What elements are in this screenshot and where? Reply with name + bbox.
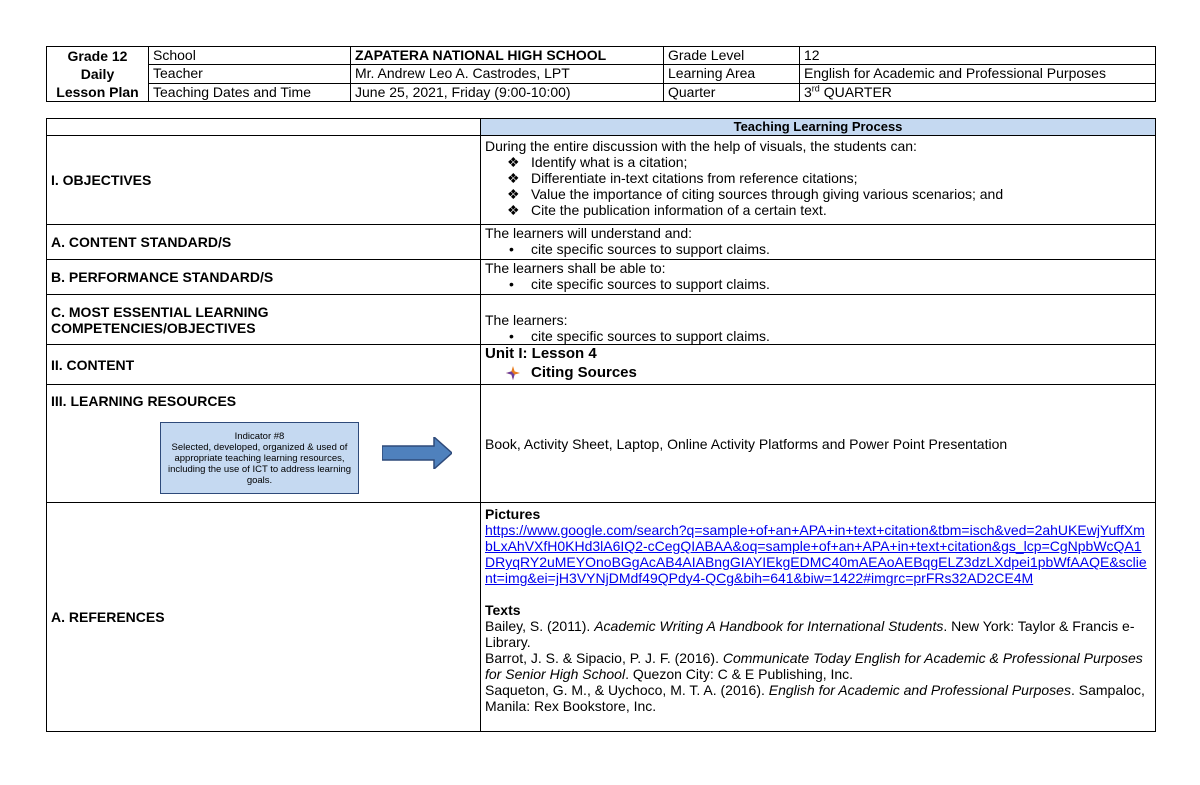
right-arrow-icon bbox=[382, 437, 452, 469]
dates-label: Teaching Dates and Time bbox=[149, 83, 351, 101]
indicator-box bbox=[160, 422, 359, 494]
content-standard-item: • cite specific sources to support claims. bbox=[509, 241, 770, 257]
texts-heading: Texts bbox=[485, 602, 521, 618]
teacher-label: Teacher bbox=[149, 65, 351, 83]
grade-daily-lesson-plan-cell bbox=[47, 47, 149, 102]
pictures-heading: Pictures bbox=[485, 506, 541, 522]
competencies-label-line2: COMPETENCIES/OBJECTIVES bbox=[51, 319, 256, 336]
performance-standard-cell bbox=[481, 260, 1156, 295]
content-cell bbox=[481, 345, 1156, 385]
reference-entry: Saqueton, G. M., & Uychoco, M. T. A. (2016). English for Academic and Professional Purposes. Sampaloc, Manila: Rex Bookstore, Inc. bbox=[485, 682, 1145, 714]
competencies-intro: The learners: bbox=[485, 312, 568, 328]
diamond-bullet-icon: ❖ bbox=[507, 202, 520, 218]
teacher-value: Mr. Andrew Leo A. Castrodes, LPT bbox=[351, 65, 664, 83]
competencies-label bbox=[47, 295, 481, 345]
objective-item: ❖ Identify what is a citation; bbox=[507, 154, 688, 170]
dot-bullet-icon: • bbox=[509, 276, 514, 292]
dot-bullet-icon: • bbox=[509, 241, 514, 257]
reference-entry: Barrot, J. S. & Sipacio, P. J. F. (2016). Communicate Today English for Academic & Professional Purposes for Senior High School. Quezon City: C & E Publishing, Inc. bbox=[485, 650, 1143, 682]
diamond-bullet-icon: ❖ bbox=[507, 154, 520, 170]
resources-label: III. LEARNING RESOURCES bbox=[51, 393, 237, 409]
school-value: ZAPATERA NATIONAL HIGH SCHOOL bbox=[351, 47, 664, 65]
objectives-label: I. OBJECTIVES bbox=[47, 136, 481, 225]
content-standard-intro: The learners will understand and: bbox=[485, 225, 693, 241]
resources-cell bbox=[481, 385, 1156, 503]
content-standard-cell bbox=[481, 225, 1156, 260]
objective-item: ❖ Cite the publication information of a certain text. bbox=[507, 202, 827, 218]
pictures-link[interactable]: https://www.google.com/search?q=sample+of+an+APA+in+text+citation&tbm=isch&ved=2ahUKEwjYuffXmbLxAhVXfH0KHd3lA6IQ2-cCegQIABAA&oq=sample+of+an+APA+in+text+citation&gs_lcp=CgNpbWcQA1DRyqRY2uMEYOnoBGgAcAB4AIABngGIAYIEkgEDMC40mAEAoAEBqgELZ3dzLXdpei1pbWfAAQE&sclient=img&ei=jH3VYNjDMdf49QPdy4-QCg&bih=641&biw=1422#imgrc=prFRs32AD2CE4M bbox=[485, 522, 1147, 586]
quarter-sup: rd bbox=[811, 83, 820, 93]
grade-label: Grade 12 bbox=[67, 48, 128, 64]
resources-value: Book, Activity Sheet, Laptop, Online Activity Platforms and Power Point Presentation bbox=[485, 435, 1008, 452]
diamond-bullet-icon: ❖ bbox=[507, 186, 520, 202]
objectives-cell bbox=[481, 136, 1156, 225]
diamond-bullet-icon: ❖ bbox=[507, 170, 520, 186]
blank-header-cell bbox=[47, 119, 481, 136]
references-cell bbox=[481, 503, 1156, 732]
daily-label: Daily bbox=[80, 66, 115, 82]
competencies-label-line1: C. MOST ESSENTIAL LEARNING bbox=[51, 303, 269, 320]
dot-bullet-icon: • bbox=[509, 328, 514, 344]
quarter-label: Quarter bbox=[664, 83, 800, 101]
performance-standard-intro: The learners shall be able to: bbox=[485, 260, 666, 276]
dates-value: June 25, 2021, Friday (9:00-10:00) bbox=[351, 83, 664, 101]
lesson-plan-label: Lesson Plan bbox=[56, 84, 139, 100]
reference-entry: Bailey, S. (2011). Academic Writing A Handbook for International Students. New York: Taylor & Francis e-Library. bbox=[485, 618, 1135, 650]
performance-standard-label: B. PERFORMANCE STANDARD/S bbox=[47, 260, 481, 295]
school-label: School bbox=[149, 47, 351, 65]
content-standard-label: A. CONTENT STANDARD/S bbox=[47, 225, 481, 260]
quarter-value bbox=[800, 83, 1156, 101]
learning-area-label: Learning Area bbox=[664, 65, 800, 83]
content-label: II. CONTENT bbox=[47, 345, 481, 385]
learning-area-value: English for Academic and Professional Purposes bbox=[800, 65, 1156, 83]
header-table bbox=[46, 46, 1156, 102]
objectives-intro: During the entire discussion with the help of visuals, the students can: bbox=[485, 138, 917, 154]
competencies-item: • cite specific sources to support claims. bbox=[509, 328, 770, 344]
indicator-text: Selected, developed, organized & used of appropriate teaching learning resources, including the use of ICT to address learning goals. bbox=[167, 441, 352, 486]
quarter-num: 3 bbox=[804, 83, 812, 100]
indicator-title: Indicator #8 bbox=[234, 430, 285, 442]
competencies-cell bbox=[481, 295, 1156, 345]
teaching-learning-process-header: Teaching Learning Process bbox=[481, 119, 1156, 136]
objective-item: ❖ Differentiate in-text citations from reference citations; bbox=[507, 170, 858, 186]
grade-level-value: 12 bbox=[800, 47, 1156, 65]
content-unit: Unit I: Lesson 4 bbox=[485, 345, 597, 362]
grade-level-label: Grade Level bbox=[664, 47, 800, 65]
quarter-rest: QUARTER bbox=[819, 83, 892, 100]
references-label: A. REFERENCES bbox=[47, 503, 481, 732]
objective-item: ❖ Value the importance of citing sources through giving various scenarios; and bbox=[507, 186, 1004, 202]
four-point-star-icon bbox=[506, 366, 520, 380]
content-topic: Citing Sources bbox=[485, 363, 1151, 383]
performance-standard-item: • cite specific sources to support claims. bbox=[509, 276, 770, 292]
